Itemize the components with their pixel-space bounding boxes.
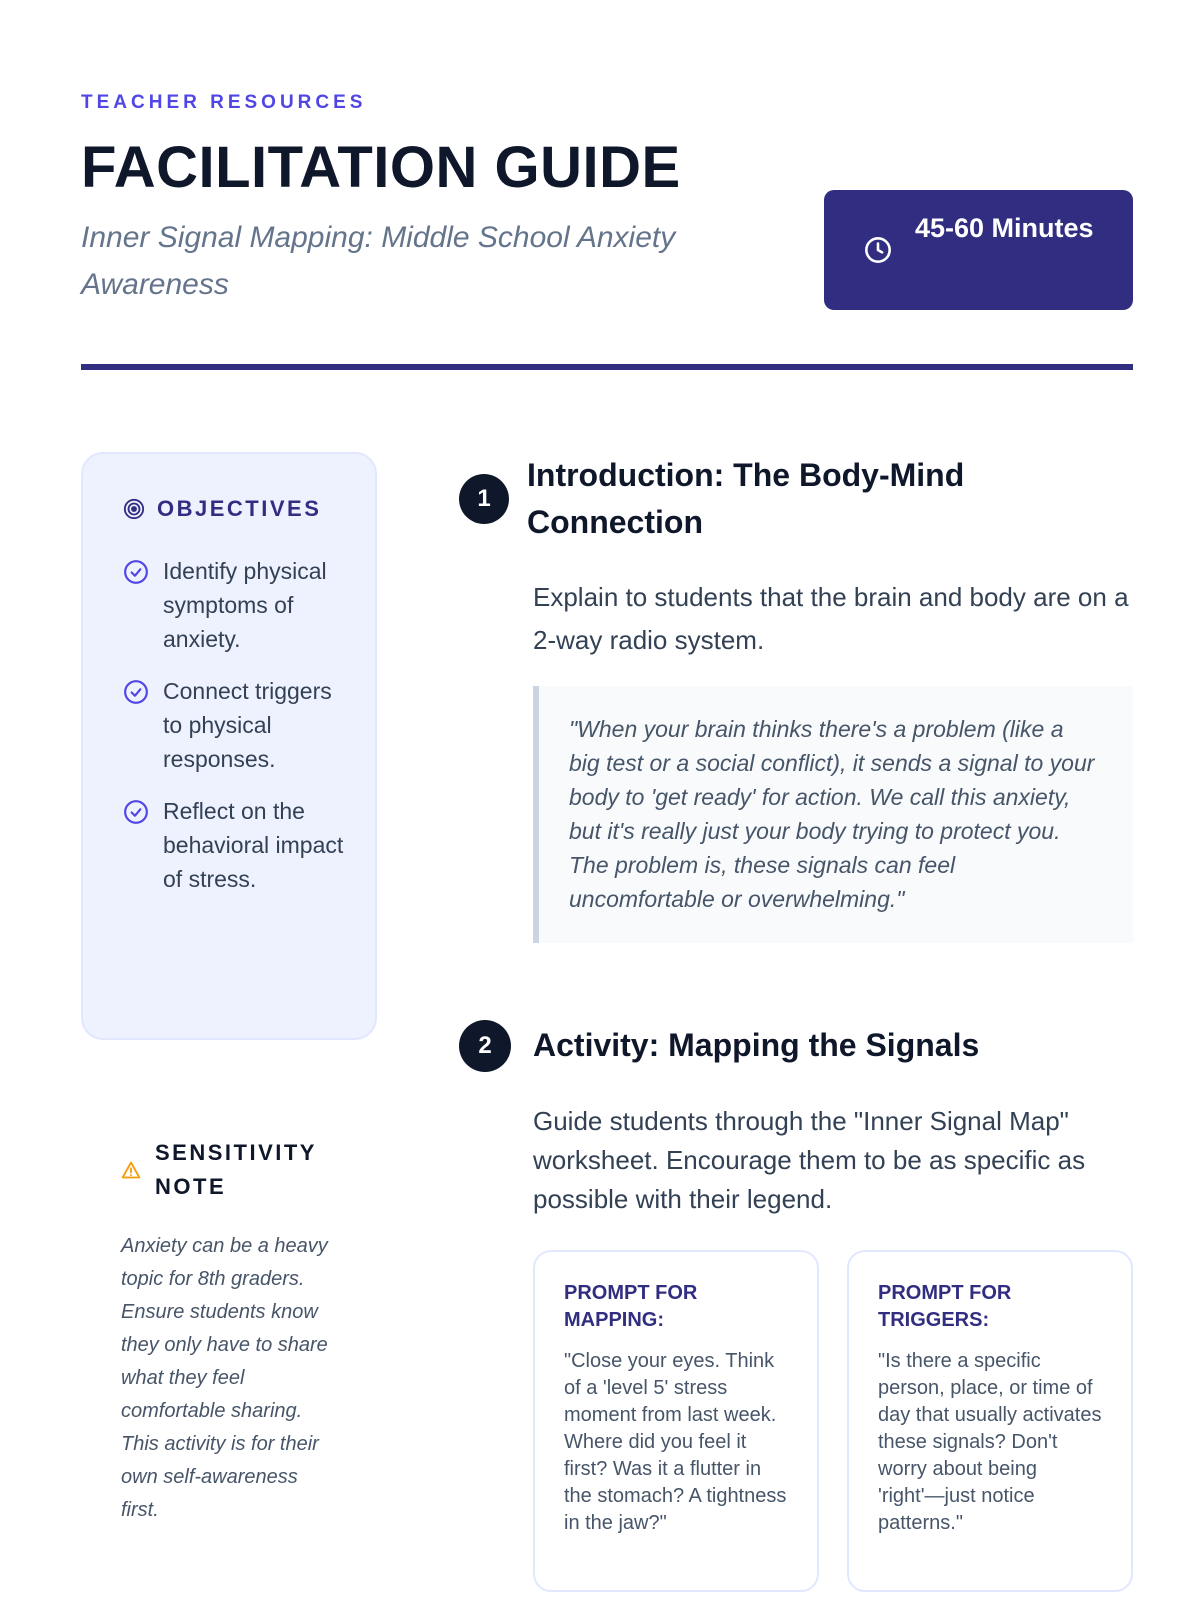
teacher-script-quote: "When your brain thinks there's a problem (like a big test or a social conflict), it sends a signal to your body to 'get ready' for action. We call this anxiety, but it's really just your body trying to protect you. The problem is, these signals can feel uncomfortable or overwhelming." xyxy=(533,686,1133,943)
warning-icon xyxy=(121,1160,141,1180)
section-title-1: Introduction: The Body-Mind Connection xyxy=(527,457,965,540)
facilitation-guide-page xyxy=(81,0,1133,1600)
page-title: FACILITATION GUIDE xyxy=(81,135,681,200)
sensitivity-text: Anxiety can be a heavy topic for 8th graders. Ensure students know they only have to share what they feel comfortable sharing. This activity is for their own self-awareness first. xyxy=(121,1235,328,1521)
clock-icon xyxy=(864,236,892,264)
prompt-text: "Close your eyes. Think of a 'level 5' stress moment from last week. Where did you feel it first? Was it a flutter in the stomach? A tightness in the jaw?" xyxy=(564,1350,787,1534)
objectives-title: OBJECTIVES xyxy=(157,496,322,521)
check-circle-icon xyxy=(123,559,149,585)
section-body-2: Guide students through the "Inner Signal Map" worksheet. Encourage them to be as specific as possible with their legend. xyxy=(533,1106,1086,1214)
sensitivity-title: SENSITIVITY NOTE xyxy=(155,1140,317,1199)
duration-badge xyxy=(824,190,1133,310)
list-item xyxy=(123,674,353,776)
section-body-1: Explain to students that the brain and body are on a 2-way radio system. xyxy=(533,582,1129,655)
prompt-card-triggers xyxy=(847,1250,1133,1592)
prompt-heading: PROMPT FOR TRIGGERS: xyxy=(878,1282,1012,1331)
list-item xyxy=(123,554,353,656)
check-circle-icon xyxy=(123,799,149,825)
check-circle-icon xyxy=(123,679,149,705)
sensitivity-heading xyxy=(121,1136,335,1204)
objective-text: Reflect on the behavioral impact of stress. xyxy=(163,798,344,892)
objective-text: Identify physical symptoms of anxiety. xyxy=(163,558,327,652)
prompt-text: "Is there a specific person, place, or time of day that usually activates these signals? Don't worry about being 'right'—just notice patterns." xyxy=(878,1350,1102,1534)
objectives-heading xyxy=(123,496,321,522)
objectives-list xyxy=(123,554,353,914)
list-item xyxy=(123,794,353,896)
section-title-2: Activity: Mapping the Signals xyxy=(533,1027,980,1063)
section-number-1: 1 xyxy=(459,474,509,524)
prompt-card-mapping xyxy=(533,1250,819,1592)
duration-text: 45-60 Minutes xyxy=(915,213,1094,243)
target-icon xyxy=(123,498,145,520)
objective-text: Connect triggers to physical responses. xyxy=(163,678,332,772)
eyebrow-label: TEACHER RESOURCES xyxy=(81,92,367,113)
page-subtitle: Inner Signal Mapping: Middle School Anxiety Awareness xyxy=(81,221,676,301)
objectives-card xyxy=(81,452,377,1040)
prompt-heading: PROMPT FOR MAPPING: xyxy=(564,1282,698,1331)
header-divider xyxy=(81,364,1133,370)
section-number-2: 2 xyxy=(459,1020,511,1072)
